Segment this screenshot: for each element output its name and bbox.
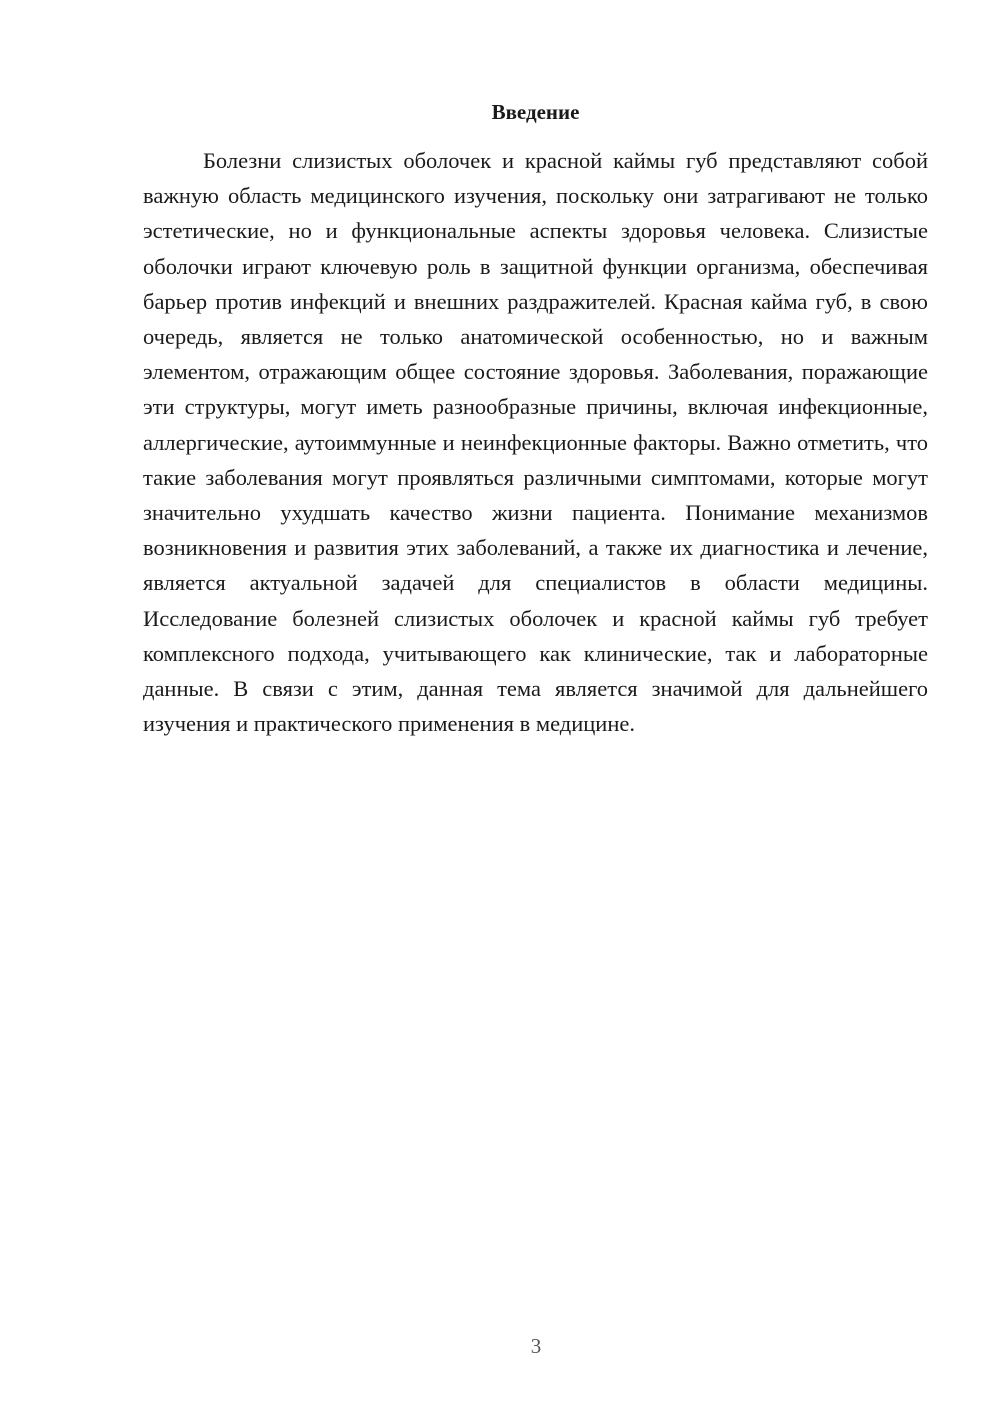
section-heading: Введение [491, 100, 580, 124]
page-number: 3 [530, 1334, 542, 1358]
body-paragraph: Болезни слизистых оболочек и красной каймы губ представляют собой важную область медицинского изучения, поскольку они затрагивают не только эстетические, но и функциональные аспекты здоровья человека. Слизистые оболочки играют ключевую роль в защитной функции организма, обеспечивая барьер против инфекций и внешних раздражителей. Красная кайма губ, в свою очередь, является не только анатомической особенностью, но и важным элементом, отражающим общее состояние здоровья. Заболевания, поражающие эти структуры, могут иметь разнообразные причины, включая инфекционные, аллергические, аутоиммунные и неинфекционные факторы. Важно отметить, что такие заболевания могут проявляться различными симптомами, которые могут значительно ухудшать качество жизни пациента. Понимание механизмов возникновения и развития этих заболеваний, а также их диагностика и лечение, является актуальной задачей для специалистов в области медицины. Исследование болезней слизистых оболочек и красной каймы губ требует комплексного подхода, учитывающего как клинические, так и лабораторные данные. В связи с этим, данная тема является значимой для дальнейшего изучения и практического применения в медицине. [143, 148, 928, 737]
